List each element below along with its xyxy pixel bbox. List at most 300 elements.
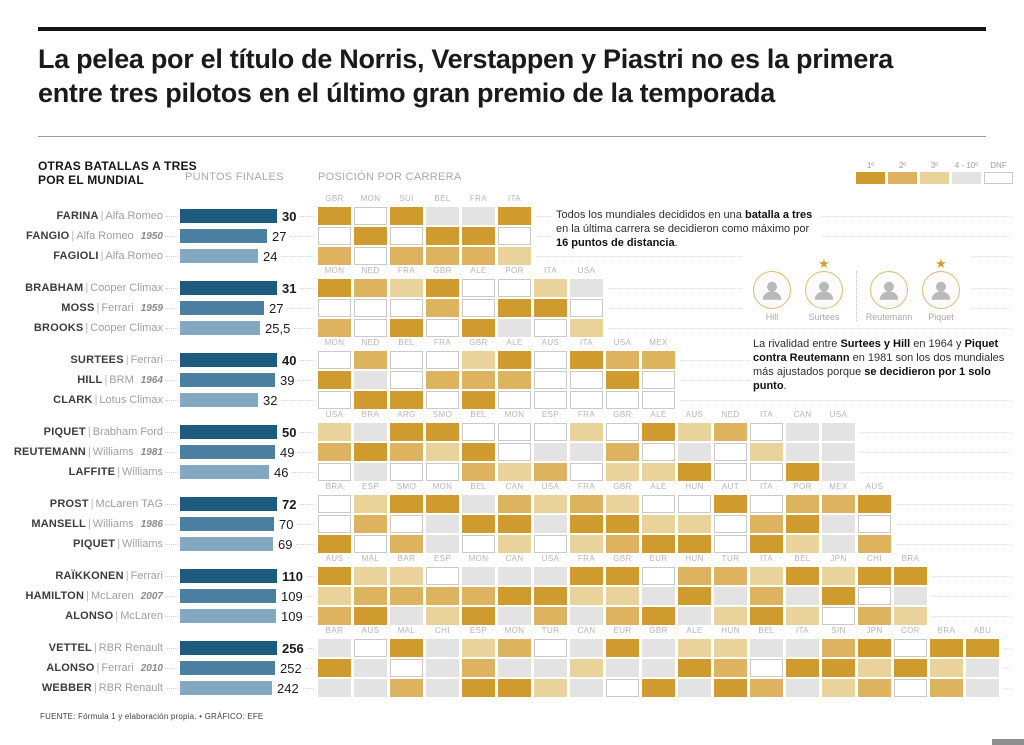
race-cell [354,463,387,481]
driver-label [0,282,180,294]
race-code: BRA [901,554,920,563]
race-cell [642,423,675,441]
leader-dots [300,215,314,217]
portrait-hill [746,256,798,322]
leader-dots [165,451,178,453]
race-cell [354,247,387,265]
race-cell [678,639,711,657]
points-value: 72 [282,496,297,512]
legend-swatch [984,172,1013,184]
race-cell [426,567,459,585]
race-code: SMO [396,482,417,491]
portrait-photo [805,271,843,309]
race-cell [318,351,351,369]
race-code: GBR [469,338,488,347]
race-code: BRA [361,410,380,419]
label-separator: | [100,210,104,222]
legend-label: 1º [866,161,875,170]
race-cell [858,495,891,513]
race-code: ARG [397,410,416,419]
annotation-closest-titles [750,336,1024,394]
race-code: BAR [325,626,344,635]
season-year: 1959 [140,302,163,314]
race-cell [750,443,783,461]
title-divider [38,136,986,137]
note-text-segment: Piquet contra Reutemann [753,338,999,364]
points-value: 24 [263,248,278,264]
race-code: ESP [361,482,380,491]
race-code: ITA [507,194,522,203]
race-code: MON [432,482,453,491]
leader-dots [860,431,1012,433]
race-cell [318,567,351,585]
race-cell [570,371,603,389]
race-code: GBR [649,626,668,635]
driver-row [0,658,1024,678]
note-text-segment: La rivalidad entre [753,338,841,350]
race-cell [606,351,639,369]
driver-label [0,642,180,654]
race-code: SIN [831,626,846,635]
legend-label: DNF [990,161,1007,170]
race-cell [498,319,531,337]
points-bar-area [180,517,318,532]
race-cell [426,679,459,697]
race-cell [462,319,495,337]
race-cell [462,587,495,605]
race-cell [426,587,459,605]
race-code: AUT [721,482,740,491]
race-cell [462,247,495,265]
points-value: 39 [280,372,295,388]
race-cell [822,679,855,697]
points-value: 242 [277,680,299,696]
race-cell [822,639,855,657]
race-cell [354,679,387,697]
driver-team: Williams [92,446,134,458]
label-separator: | [125,570,129,582]
race-code: ALE [650,482,667,491]
points-bar [180,589,276,603]
points-bar-area [180,465,318,480]
race-code: FRA [577,554,596,563]
champion-star-icon: ★ [935,256,947,271]
race-cell [570,587,603,605]
race-code: MAL [361,554,380,563]
leader-dots [860,451,1012,453]
race-cell [462,299,495,317]
race-code: MON [504,410,525,419]
leader-dots [306,667,314,669]
race-cell [390,567,423,585]
race-cell [642,567,675,585]
leader-dots [287,307,314,309]
race-cell [354,535,387,553]
race-cell [354,319,387,337]
points-bar [180,353,277,367]
race-cell [462,463,495,481]
race-cell [534,495,567,513]
driver-label [0,230,180,242]
driver-team: McLaren TAG [95,498,163,510]
race-cell [498,443,531,461]
season-year: 1950 [140,230,163,242]
leader-dots [298,451,314,453]
race-code: EUR [613,626,632,635]
champion-portraits [742,256,971,322]
race-cell [714,679,747,697]
leader-dots [290,235,314,237]
race-code: ITA [795,626,810,635]
driver-team: Cooper Climax [90,322,163,334]
race-cell [426,371,459,389]
race-code: BEL [434,194,451,203]
driver-team: McLaren [120,610,163,622]
race-cell [498,639,531,657]
driver-name: LAFFITE [68,466,116,478]
race-code: FRA [397,266,416,275]
race-code: BEL [398,338,415,347]
leader-dots [165,647,178,649]
race-cell [462,679,495,697]
race-cell [462,443,495,461]
race-code: USA [541,482,560,491]
race-cell [390,227,423,245]
points-bar-area [180,209,318,224]
race-cell [498,463,531,481]
race-cell [750,495,783,513]
points-bar-area [180,393,318,408]
race-cell [642,679,675,697]
race-cell [642,463,675,481]
points-bar-area [180,321,318,336]
race-cell [894,639,927,657]
label-separator: | [93,682,97,694]
race-code: BEL [470,482,487,491]
race-code: ESP [541,410,560,419]
race-code: MAL [397,626,416,635]
leader-dots [296,543,314,545]
race-cell [678,535,711,553]
note-text-segment: 16 puntos de distancia [556,237,675,249]
race-cell [606,659,639,677]
race-cell [426,535,459,553]
race-cell [642,607,675,625]
driver-row [0,566,1024,586]
race-code: USA [541,554,560,563]
race-cell [786,463,819,481]
driver-label [0,570,180,582]
race-cell [786,639,819,657]
race-cell [534,371,567,389]
leader-dots [165,287,178,289]
driver-team: Ferrari [101,662,134,674]
race-cell [390,351,423,369]
race-cell [390,443,423,461]
race-code: SUI [399,194,414,203]
note-text-segment: . [674,237,678,249]
race-cell [390,659,423,677]
leader-dots [308,647,314,649]
label-separator: | [104,374,108,386]
section-heading-line-2: POR EL MUNDIAL [38,173,144,187]
race-cell [426,423,459,441]
leader-dots [165,615,178,617]
race-cell [498,227,531,245]
race-cell [426,279,459,297]
points-value: 32 [263,392,278,408]
race-code: FRA [469,194,488,203]
driver-label [0,210,180,222]
race-cell [390,319,423,337]
race-code: AUS [865,482,884,491]
race-cell [354,639,387,657]
race-code: COR [901,626,920,635]
race-results [318,423,855,441]
race-header-row [318,626,1024,638]
driver-name: RAÏKKONEN [55,570,124,582]
leader-dots [165,307,178,309]
race-cell [354,423,387,441]
champion-star-icon: ★ [818,256,830,271]
race-cell [750,587,783,605]
race-cell [858,607,891,625]
driver-team: RBR Renault [98,682,163,694]
race-cell [534,319,567,337]
leader-dots [165,523,178,525]
race-cell [714,659,747,677]
points-bar [180,465,269,479]
race-cell [426,443,459,461]
race-results [318,679,999,697]
driver-team: Alfa Romeo [105,250,163,262]
race-results [318,227,531,245]
leader-dots [1004,687,1012,689]
leader-dots [165,255,178,257]
race-results [318,371,675,389]
race-cell [606,443,639,461]
driver-name: PIQUET [73,538,116,550]
race-cell [714,587,747,605]
points-bar [180,569,277,583]
race-cell [786,515,819,533]
driver-label [0,250,180,262]
race-cell [858,587,891,605]
portrait-name: Reutemann [865,312,913,322]
race-code: HUN [685,482,704,491]
leader-dots [307,575,314,577]
leader-dots [307,595,314,597]
race-cell [462,351,495,369]
leader-dots [165,503,178,505]
race-cell [318,659,351,677]
race-cell [714,639,747,657]
race-code: ALE [650,410,667,419]
points-value: 50 [282,424,297,440]
race-cell [678,587,711,605]
portrait-piquet [915,256,967,322]
points-bar-area [180,537,318,552]
season-group-2010 [0,626,1024,698]
race-cell [642,659,675,677]
race-code: FRA [577,482,596,491]
driver-label [0,610,180,622]
race-code: BRA [325,482,344,491]
leader-dots [896,523,1012,525]
race-cell [354,371,387,389]
section-heading [38,159,197,187]
driver-label [0,498,180,510]
driver-label [0,590,180,602]
race-code: USA [577,266,596,275]
race-cell [534,279,567,297]
race-cell [390,371,423,389]
points-bar-area [180,281,318,296]
portrait-name: Piquet [928,312,954,322]
legend-label: 3º [930,161,939,170]
race-code: GBR [613,410,632,419]
leader-dots [307,615,314,617]
points-value: 252 [280,660,302,676]
race-cell [534,299,567,317]
race-cell [642,495,675,513]
race-cell [498,371,531,389]
legend-swatch [856,172,885,184]
portrait-name: Surtees [808,312,840,322]
driver-name: MOSS [61,302,95,314]
race-cell [462,371,495,389]
season-year: 1986 [140,518,163,530]
race-cell [570,423,603,441]
label-separator: | [117,538,121,550]
leader-dots [300,287,314,289]
race-code: BAR [397,554,416,563]
race-cell [534,391,567,409]
driver-label [0,374,180,386]
race-cell [750,679,783,697]
race-cell [534,679,567,697]
points-bar-area [180,353,318,368]
legend-item [952,161,981,184]
race-cell [606,607,639,625]
race-cell [750,567,783,585]
race-cell [714,567,747,585]
label-separator: | [85,322,89,334]
race-cell [750,607,783,625]
race-code: MON [504,626,525,635]
race-cell [858,659,891,677]
note-text-segment: se decidieron por 1 solo punto [753,366,991,392]
race-code: ITA [759,554,774,563]
driver-label [0,426,180,438]
portrait-name: Hill [765,312,779,322]
race-code: BEL [758,626,775,635]
note-text-segment: en 1964 y [910,338,965,350]
race-cell [498,659,531,677]
race-code: GBR [325,194,344,203]
season-group-2007 [0,554,1024,626]
driver-team: Ferrari [101,302,134,314]
driver-label [0,662,180,674]
race-cell [498,567,531,585]
race-code: USA [325,410,344,419]
race-cell [462,515,495,533]
race-cell [858,679,891,697]
race-cell [354,391,387,409]
race-code: FRA [433,338,452,347]
label-separator: | [94,394,98,406]
race-cell [714,495,747,513]
points-bar [180,229,267,243]
race-cell [390,391,423,409]
race-code: EUR [649,554,668,563]
race-code: CAN [577,626,596,635]
race-cell [894,567,927,585]
leader-dots [165,327,178,329]
race-code: ALE [686,626,703,635]
race-cell [498,679,531,697]
race-cell [318,639,351,657]
race-cell [642,391,675,409]
driver-team: BRM [109,374,134,386]
driver-name: FARINA [56,210,99,222]
race-cell [570,535,603,553]
race-cell [318,299,351,317]
points-bar [180,445,275,459]
race-code: JPN [830,554,847,563]
points-bar [180,425,277,439]
driver-name: ALONSO [65,610,114,622]
race-code: AUS [541,338,560,347]
race-cell [390,423,423,441]
label-separator: | [125,354,129,366]
race-cell [426,659,459,677]
leader-dots [1004,667,1012,669]
leader-dots [1004,647,1012,649]
points-value: 31 [282,280,297,296]
leader-dots [297,523,314,525]
race-cell [570,679,603,697]
race-cell [642,515,675,533]
race-code: ALE [470,266,487,275]
points-bar-area [180,425,318,440]
race-code: NED [361,266,380,275]
leader-dots [165,575,178,577]
legend-swatch [888,172,917,184]
race-cell [354,515,387,533]
race-results [318,567,927,585]
race-cell [822,659,855,677]
race-cell [426,247,459,265]
race-cell [462,607,495,625]
label-separator: | [90,498,94,510]
driver-label [0,682,180,694]
driver-label [0,538,180,550]
race-cell [498,279,531,297]
portrait-photo [753,271,791,309]
label-separator: | [115,610,119,622]
driver-team: Williams [92,518,134,530]
points-value: 70 [279,516,294,532]
leader-dots [608,327,1012,329]
points-bar-area [180,249,318,264]
leader-dots [298,379,314,381]
driver-name: REUTEMANN [13,446,86,458]
leader-dots [165,667,178,669]
race-cell [498,207,531,225]
race-cell [390,299,423,317]
race-results [318,299,603,317]
